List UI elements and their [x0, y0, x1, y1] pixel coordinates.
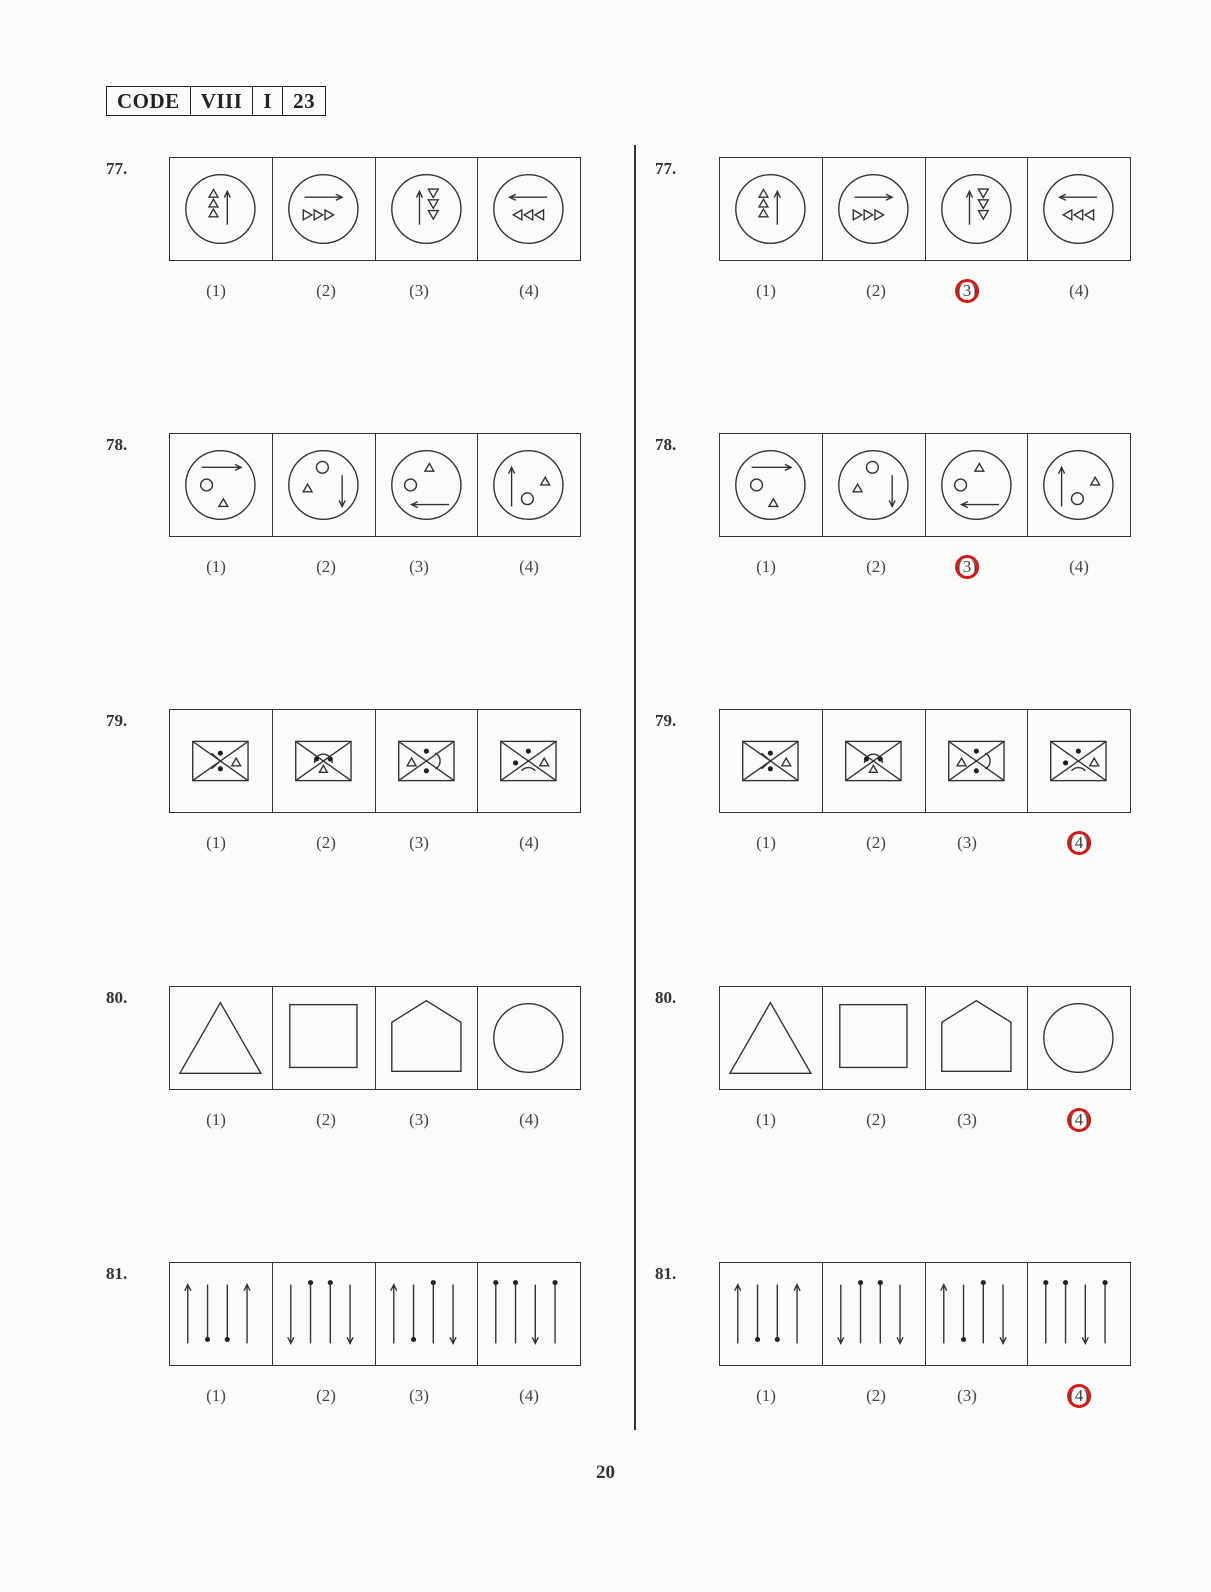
figure-strip [719, 1262, 1131, 1366]
figure-cell [478, 434, 580, 536]
figure-drawing [823, 158, 925, 260]
figure-drawing [926, 987, 1028, 1089]
option-label: (4) [519, 833, 539, 852]
option-label: (3) [409, 1386, 429, 1405]
figure-cell [720, 1263, 823, 1365]
figure-cell [823, 987, 926, 1089]
option-label: (2) [866, 1386, 886, 1405]
marked-option-label: (4) [1069, 833, 1089, 852]
figure-drawing [170, 987, 272, 1089]
figure-cell [926, 987, 1029, 1089]
option-label: (4) [519, 1110, 539, 1129]
figure-cell [170, 987, 273, 1089]
figure-cell [376, 710, 479, 812]
question-number: 79. [106, 711, 128, 730]
option-label: (1) [756, 557, 776, 576]
figure-cell [273, 710, 376, 812]
figure-strip [169, 1262, 581, 1366]
option-label: (1) [206, 281, 226, 300]
option-label: (4) [1069, 281, 1089, 300]
figure-cell [376, 1263, 479, 1365]
figure-strip [169, 986, 581, 1090]
figure-strip [719, 157, 1131, 261]
option-label: (4) [519, 1386, 539, 1405]
question-number: 81. [106, 1264, 128, 1283]
option-label: (2) [316, 557, 336, 576]
question-number: 78. [106, 435, 128, 454]
page-number: 20 [596, 1462, 615, 1483]
option-label: (3) [957, 1386, 977, 1405]
option-label: (1) [206, 557, 226, 576]
option-label: (3) [409, 557, 429, 576]
option-label: (4) [1069, 557, 1089, 576]
figure-cell [170, 1263, 273, 1365]
figure-cell [376, 987, 479, 1089]
marked-option-label: (4) [1069, 1110, 1089, 1129]
option-label: (3) [409, 281, 429, 300]
figure-cell [478, 1263, 580, 1365]
code-cell: VIII [191, 87, 254, 115]
figure-drawing [376, 987, 478, 1089]
option-label: (1) [206, 833, 226, 852]
figure-cell [273, 158, 376, 260]
figure-drawing [170, 1263, 272, 1365]
column-divider [634, 145, 636, 1430]
figure-drawing [170, 434, 272, 536]
figure-cell [273, 987, 376, 1089]
figure-cell [478, 158, 580, 260]
figure-drawing [823, 987, 925, 1089]
marked-option-label: (4) [1069, 1386, 1089, 1405]
code-box [106, 86, 326, 116]
figure-strip [719, 433, 1131, 537]
figure-drawing [823, 434, 925, 536]
figure-drawing [170, 710, 272, 812]
option-label: (2) [316, 833, 336, 852]
figure-cell [720, 434, 823, 536]
figure-cell [1028, 1263, 1130, 1365]
figure-cell [823, 1263, 926, 1365]
figure-cell [823, 710, 926, 812]
figure-cell [926, 710, 1029, 812]
figure-drawing [926, 158, 1028, 260]
option-label: (2) [316, 1110, 336, 1129]
option-label: (1) [756, 1386, 776, 1405]
figure-drawing [273, 987, 375, 1089]
figure-strip [169, 709, 581, 813]
option-label: (1) [206, 1110, 226, 1129]
figure-cell [273, 434, 376, 536]
figure-cell [1028, 434, 1130, 536]
figure-cell [720, 987, 823, 1089]
figure-drawing [376, 158, 478, 260]
figure-cell [823, 158, 926, 260]
question-number: 77. [106, 159, 128, 178]
code-cell: I [253, 87, 283, 115]
figure-drawing [1028, 1263, 1130, 1365]
option-label: (2) [316, 1386, 336, 1405]
option-label: (1) [756, 833, 776, 852]
figure-drawing [478, 434, 580, 536]
question-number: 81. [655, 1264, 677, 1283]
figure-cell [170, 434, 273, 536]
figure-cell [170, 158, 273, 260]
figure-drawing [926, 1263, 1028, 1365]
figure-drawing [376, 710, 478, 812]
option-label: (1) [206, 1386, 226, 1405]
question-number: 78. [655, 435, 677, 454]
code-cell: 23 [293, 88, 316, 113]
marked-option-label: (3) [957, 281, 977, 300]
option-label: (4) [519, 557, 539, 576]
option-label: (2) [866, 281, 886, 300]
figure-drawing [273, 158, 375, 260]
figure-drawing [376, 434, 478, 536]
question-number: 80. [106, 988, 128, 1007]
figure-cell [170, 710, 273, 812]
figure-cell [376, 434, 479, 536]
option-label: (1) [756, 281, 776, 300]
figure-drawing [273, 1263, 375, 1365]
figure-drawing [720, 1263, 822, 1365]
figure-cell [478, 710, 580, 812]
question-number: 80. [655, 988, 677, 1007]
figure-drawing [926, 434, 1028, 536]
question-number: 77. [655, 159, 677, 178]
figure-drawing [478, 987, 580, 1089]
figure-drawing [720, 434, 822, 536]
figure-cell [1028, 710, 1130, 812]
figure-drawing [1028, 987, 1130, 1089]
figure-drawing [926, 710, 1028, 812]
figure-strip [169, 157, 581, 261]
figure-drawing [273, 710, 375, 812]
figure-cell [273, 1263, 376, 1365]
figure-drawing [1028, 434, 1130, 536]
figure-cell [1028, 987, 1130, 1089]
figure-cell [823, 434, 926, 536]
option-label: (1) [756, 1110, 776, 1129]
figure-drawing [273, 434, 375, 536]
figure-drawing [1028, 158, 1130, 260]
figure-cell [720, 710, 823, 812]
figure-drawing [478, 158, 580, 260]
figure-drawing [478, 710, 580, 812]
question-number: 79. [655, 711, 677, 730]
option-label: (2) [866, 833, 886, 852]
figure-cell [720, 158, 823, 260]
code-cell: CODE [107, 87, 191, 115]
option-label: (3) [957, 1110, 977, 1129]
option-label: (2) [316, 281, 336, 300]
figure-cell [1028, 158, 1130, 260]
figure-drawing [376, 1263, 478, 1365]
figure-strip [719, 709, 1131, 813]
figure-strip [169, 433, 581, 537]
option-label: (2) [866, 557, 886, 576]
option-label: (2) [866, 1110, 886, 1129]
figure-cell [478, 987, 580, 1089]
figure-cell [926, 1263, 1029, 1365]
figure-cell [376, 158, 479, 260]
figure-drawing [720, 158, 822, 260]
option-label: (3) [957, 833, 977, 852]
figure-drawing [823, 1263, 925, 1365]
option-label: (3) [409, 1110, 429, 1129]
figure-drawing [478, 1263, 580, 1365]
figure-cell [926, 158, 1029, 260]
figure-strip [719, 986, 1131, 1090]
figure-drawing [720, 987, 822, 1089]
option-label: (4) [519, 281, 539, 300]
figure-drawing [823, 710, 925, 812]
figure-drawing [720, 710, 822, 812]
option-label: (3) [409, 833, 429, 852]
figure-drawing [1028, 710, 1130, 812]
figure-drawing [170, 158, 272, 260]
figure-cell [926, 434, 1029, 536]
marked-option-label: (3) [957, 557, 977, 576]
